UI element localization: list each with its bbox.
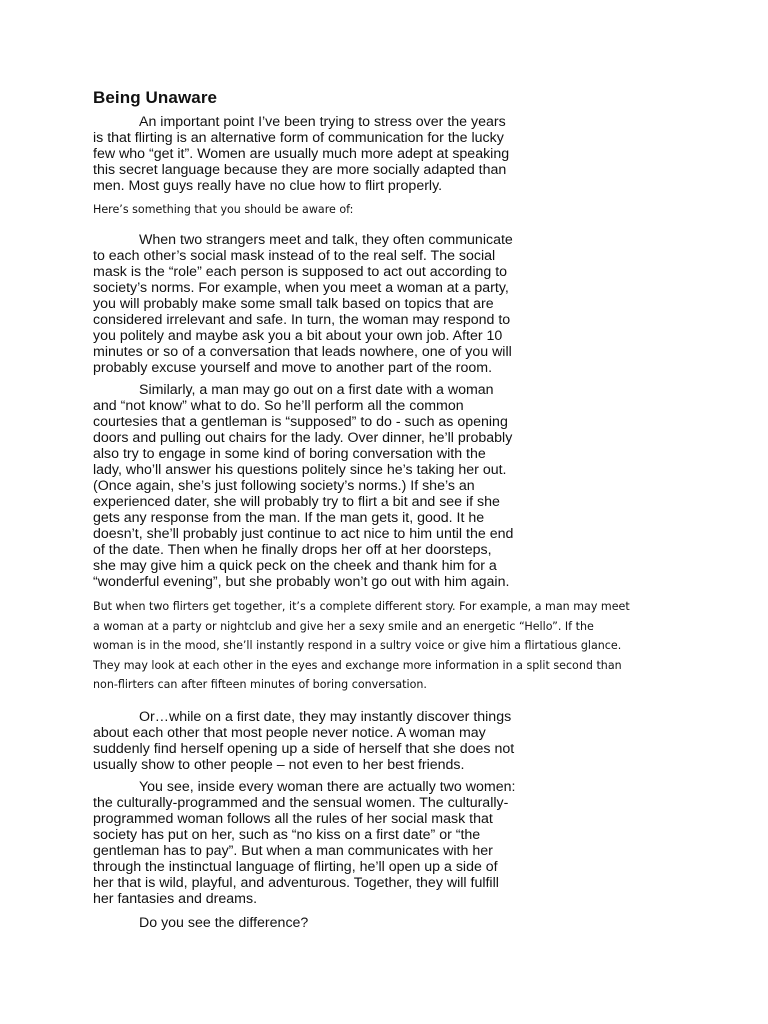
text-line: lady, who’ll answer his questions politely since he’s taking her out.: [93, 462, 507, 478]
text-line: gentleman has to pay”. But when a man communicates with her: [93, 843, 493, 859]
text-line: you will probably make some small talk based on topics that are: [93, 296, 494, 312]
text-line: mask is the “role” each person is supposed to act out according to: [93, 264, 508, 280]
paragraph-flirters: [93, 597, 630, 695]
text-line: is that flirting is an alternative form of communication for the lucky: [93, 130, 504, 146]
paragraph-first-date: [93, 382, 513, 590]
text-line: probably excuse yourself and move to another part of the room.: [93, 360, 493, 376]
text-line: experienced dater, she will probably try to flirt a bit and see if she: [93, 494, 500, 510]
text-line: her fantasies and dreams.: [93, 891, 258, 907]
text-line: about each other that most people never notice. A woman may: [93, 725, 486, 741]
text-line: society’s norms. For example, when you meet a woman at a party,: [93, 280, 509, 296]
paragraph-intro: [93, 114, 509, 194]
text-line: usually show to other people – not even to her best friends.: [93, 757, 465, 773]
text-line: men. Most guys really have no clue how to flirt properly.: [93, 178, 443, 194]
text-line: of the date. Then when he finally drops her off at her doorsteps,: [93, 542, 492, 558]
text-line: An important point I’ve been trying to stress over the years: [139, 114, 506, 130]
paragraph-discover: [93, 709, 514, 773]
text-line: non-flirters can after fifteen minutes of boring conversation.: [93, 678, 427, 691]
text-line: “wonderful evening”, but she probably won’t go out with him again.: [93, 574, 510, 590]
text-line: also try to engage in some kind of boring conversation with the: [93, 446, 486, 462]
text-line: to each other’s social mask instead of to the real self. The social: [93, 248, 496, 264]
text-line: programmed woman follows all the rules of her social mask that: [93, 811, 493, 827]
text-line: suddenly find herself opening up a side of herself that she does not: [93, 741, 515, 757]
aware-line: Here’s something that you should be aware of:: [93, 203, 354, 216]
text-line: through the instinctual language of flirting, he’ll open up a side of: [93, 859, 498, 875]
paragraph-two-women: [93, 779, 515, 907]
paragraph-strangers: [93, 232, 513, 376]
text-line: this secret language because they are more socially adapted than: [93, 162, 507, 178]
text-line: But when two flirters get together, it’s a complete different story. For example, a man may meet: [93, 600, 630, 613]
text-line: gets any response from the man. If the man gets it, good. It he: [93, 510, 485, 526]
text-line: woman is in the mood, she’ll instantly respond in a sultry voice or give him a flirtatious glance.: [93, 639, 622, 652]
section-heading: Being Unaware: [93, 88, 218, 107]
text-line: doors and pulling out chairs for the lady. Over dinner, he’ll probably: [93, 430, 513, 446]
text-line: her that is wild, playful, and adventurous. Together, they will fulfill: [93, 875, 499, 891]
text-line: They may look at each other in the eyes and exchange more information in a split second than: [93, 658, 622, 672]
text-line: society has put on her, such as “no kiss on a first date” or “the: [93, 827, 481, 843]
text-line: Similarly, a man may go out on a first date with a woman: [139, 382, 494, 398]
text-line: minutes or so of a conversation that leads nowhere, one of you will: [93, 344, 512, 360]
text-line: doesn’t, she’ll probably just continue to act nice to him until the end: [93, 526, 514, 542]
text-line: and “not know” what to do. So he’ll perform all the common: [93, 398, 464, 414]
text-line: a woman at a party or nightclub and give her a sexy smile and an energetic “Hello”. If the: [93, 619, 594, 633]
text-line: she may give him a quick peck on the cheek and thank him for a: [93, 558, 497, 574]
text-line: (Once again, she’s just following society’s norms.) If she’s an: [93, 478, 475, 494]
text-line: When two strangers meet and talk, they often communicate: [139, 232, 513, 248]
paragraph-question: [93, 915, 308, 931]
text-line: considered irrelevant and safe. In turn, the woman may respond to: [93, 312, 511, 328]
text-line: few who “get it”. Women are usually much more adept at speaking: [93, 146, 510, 162]
text-line: Do you see the difference?: [139, 915, 309, 931]
text-line: courtesies that a gentleman is “supposed” to do - such as opening: [93, 414, 508, 430]
text-line: You see, inside every woman there are actually two women:: [139, 779, 516, 795]
text-line: Or…while on a first date, they may instantly discover things: [139, 709, 512, 725]
text-line: you politely and maybe ask you a bit about your own job. After 10: [93, 328, 503, 344]
text-line: the culturally-programmed and the sensual women. The culturally-: [93, 795, 509, 811]
